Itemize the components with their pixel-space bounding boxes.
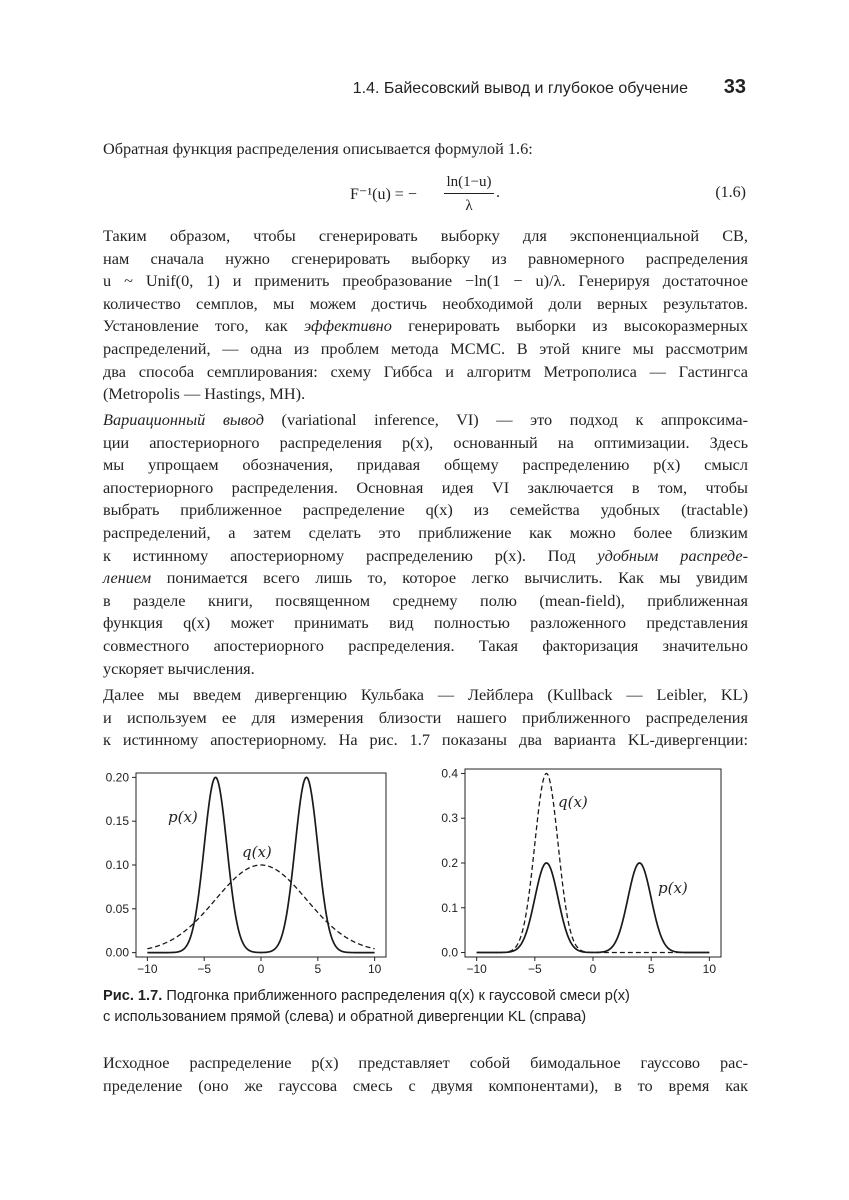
curve-label-qx: q(x): [558, 793, 588, 811]
figure-caption: Рис. 1.7. Подгонка приближенного распределения q(x) к гауссовой смеси p(x) с использованием прямой (слева) и обратной дивергенции KL (справа): [103, 988, 630, 1025]
paragraph-variational-inference: Вариационный вывод (variational inference, VI) — это подход к аппроксима- ции апостериорного распределения p(x), основанный на оптимизации. Здесь мы упрощаем обозначения, придавая общему распределению p(x) смысл апостериорного распределения. Основная идея VI заключается в том, чтобы выбрать приближенное распределение q(x) из семейства удобных (tractable) распределений, а затем сделать это приближение как можно более близким к истинному апостериорному распределению p(x). Под удобным распреде- лением понимается всего лишь то, которое легко вычислить. Как мы увидим в разделе книги, посвященном среднему полю (mean-field), приближенная функция q(x) может принимать вид полностью разложенного представления совместного апостериорного распределения. Такая факторизация значительно ускоряет вычисления.: [103, 410, 748, 678]
page-number: 33: [723, 76, 746, 98]
paragraph-bimodal: Исходное распределение p(x) представляет собой бимодальное гауссово рас- пределение (оно же гауссова смесь с двумя компонентами), в то время как: [103, 1053, 748, 1095]
formula-numerator: ln(1−u): [446, 174, 492, 190]
y-tick-label: 0.1: [441, 900, 458, 915]
x-tick-label: 10: [367, 962, 382, 976]
y-tick-label: 0.20: [105, 770, 129, 785]
x-tick-label: −5: [527, 962, 542, 976]
x-tick-label: −5: [197, 962, 212, 976]
formula-fraction: [444, 172, 494, 216]
y-tick-label: 0.2: [441, 856, 458, 870]
x-tick-label: 0: [589, 962, 597, 976]
x-tick-label: −10: [137, 962, 158, 976]
paragraph-intro: Обратная функция распределения описывается формулой 1.6:: [103, 139, 533, 158]
series-px-curve: [477, 863, 710, 953]
formula-denominator: λ: [465, 198, 473, 214]
figure-1-7-right-plot: [425, 765, 725, 985]
formula-lhs: F⁻¹(u) = −: [350, 186, 417, 203]
chapter-title: 1.4. Байесовский вывод и глубокое обучение: [352, 80, 688, 97]
x-tick-label: 5: [647, 962, 655, 976]
curve-label-qx: q(x): [242, 843, 272, 861]
series-qx-curve: [477, 773, 710, 952]
series-qx-curve: [147, 865, 374, 949]
y-tick-label: 0.4: [441, 766, 458, 781]
fraction-bar: [444, 193, 494, 194]
paragraph-kl-divergence: Далее мы введем дивергенцию Кульбака — Лейблера (Kullback — Leibler, KL) и используем ее для измерения близости нашего приближенного распределения к истинному апостериорному. На рис. 1.7 показаны два варианта KL-дивергенции:: [103, 685, 748, 750]
formula-1-6: [103, 172, 748, 218]
y-tick-label: 0.10: [105, 858, 129, 872]
paragraph-sampling: Таким образом, чтобы сгенерировать выборку для экспоненциальной СВ, нам сначала нужно сгенерировать выборку из равномерного распределения u ~ Unif(0, 1) и применить преобразование −ln(1 − u)/λ. Генерируя достаточное количество семплов, мы можем достичь необходимой доли верных результатов. Установление того, как эффективно генерировать выборки из высокоразмерных распределений, — одна из проблем метода MCMC. В этой книге мы рассмотрим два способа семплирования: схему Гиббса и алгоритм Метрополиса — Гастингса (Metropolis — Hastings, MH).: [103, 226, 748, 404]
y-tick-label: 0.05: [105, 901, 129, 916]
x-tick-label: 0: [257, 962, 265, 976]
y-tick-label: 0.3: [441, 811, 458, 826]
figure-1-7-left-plot: [90, 765, 390, 985]
x-tick-label: 5: [314, 962, 322, 976]
formula-number: (1.6): [715, 184, 746, 201]
formula-period: .: [496, 184, 500, 201]
y-tick-label: 0.0: [441, 945, 458, 960]
y-tick-label: 0.00: [105, 945, 129, 960]
curve-label-px: p(x): [168, 808, 198, 826]
x-tick-label: 10: [702, 962, 717, 976]
curve-label-px: p(x): [658, 879, 688, 897]
x-tick-label: −10: [466, 962, 487, 976]
axes-frame: [465, 769, 721, 957]
y-tick-label: 0.15: [105, 814, 129, 829]
running-head: [103, 76, 746, 106]
